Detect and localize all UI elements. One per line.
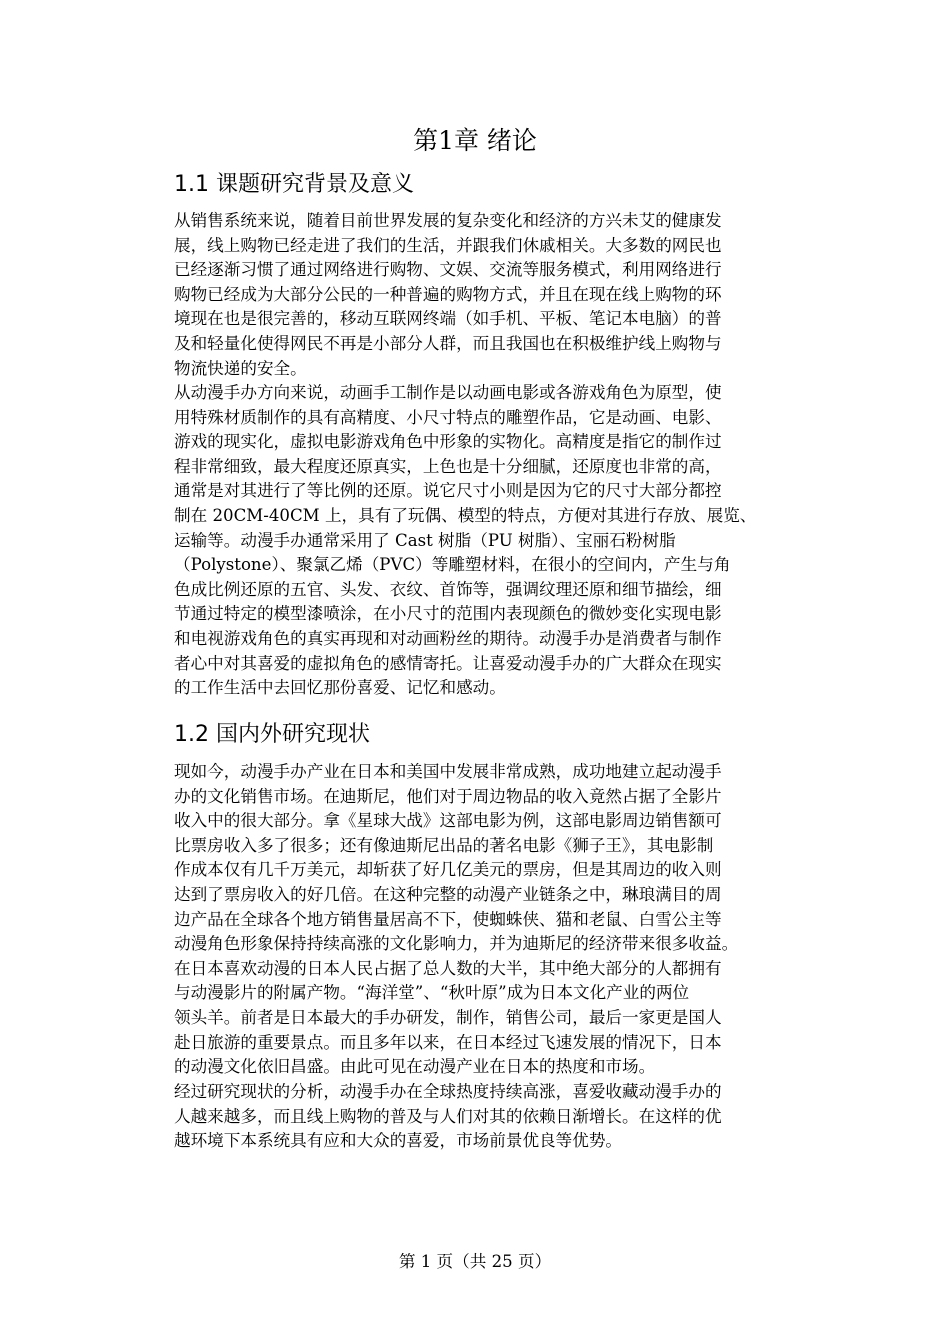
text-line: 节通过特定的模型漆喷涂，在小尺寸的范围内表现颜色的微妙变化实现电影	[174, 604, 722, 624]
text-line: 办的文化销售市场。在迪斯尼，他们对于周边物品的收入竟然占据了全影片	[174, 786, 722, 806]
text-line: 色成比例还原的五官、头发、衣纹、首饰等，强调纹理还原和细节描绘，细	[174, 579, 722, 599]
text-line: 已经逐渐习惯了通过网络进行购物、文娱、交流等服务模式，利用网络进行	[174, 260, 722, 280]
text-line: 及和轻量化使得网民不再是小部分人群，而且我国也在积极维护线上购物与	[174, 333, 722, 353]
text-line: 在日本喜欢动漫的日本人民占据了总人数的大半，其中绝大部分的人都拥有	[174, 958, 722, 978]
text-line: 领头羊。前者是日本最大的手办研发，制作，销售公司，最后一家更是国人	[174, 1007, 722, 1027]
text-line: 比票房收入多了很多；还有像迪斯尼出品的著名电影《狮子王》，其电影制	[174, 835, 714, 855]
text-line: 者心中对其喜爱的虚拟角色的感情寄托。让喜爱动漫手办的广大群众在现实	[174, 653, 722, 673]
section-1-1-paragraph-1	[174, 209, 824, 381]
text-line: 达到了票房收入的好几倍。在这种完整的动漫产业链条之中，琳琅满目的周	[174, 884, 722, 904]
section-1-2-paragraph-1	[174, 760, 824, 1080]
chapter-title: 第1章 绪论	[413, 126, 537, 155]
text-line: 赴日旅游的重要景点。而且多年以来，在日本经过飞速发展的情况下，日本	[174, 1032, 722, 1052]
text-line: 与动漫影片的附属产物。“海洋堂”、“秋叶原”成为日本文化产业的两位	[174, 983, 690, 1003]
text-line: 的动漫文化依旧昌盛。由此可见在动漫产业在日本的热度和市场。	[174, 1057, 656, 1077]
text-line: 通常是对其进行了等比例的还原。说它尺寸小则是因为它的尺寸大部分都控	[174, 481, 722, 501]
text-line: 和电视游戏角色的真实再现和对动画粉丝的期待。动漫手办是消费者与制作	[174, 628, 722, 648]
text-line: 制在 20CM-40CM 上，具有了玩偶、模型的特点，方便对其进行存放、展览、	[174, 505, 757, 525]
text-line: 动漫角色形象保持持续高涨的文化影响力，并为迪斯尼的经济带来很多收益。	[174, 934, 739, 954]
text-line: 经过研究现状的分析，动漫手办在全球热度持续高涨，喜爱收藏动漫手办的	[174, 1082, 722, 1101]
text-line: 人越来越多，而且线上购物的普及与人们对其的依赖日渐增长。在这样的优	[174, 1106, 722, 1126]
text-line: 从动漫手办方向来说，动画手工制作是以动画电影或各游戏角色为原型，使	[174, 383, 722, 402]
text-line: 收入中的很大部分。拿《星球大战》这部电影为例，这部电影周边销售额可	[174, 811, 722, 831]
text-line: 运输等。动漫手办通常采用了 Cast 树脂（PU 树脂）、宝丽石粉树脂	[174, 530, 676, 550]
text-line: 的工作生活中去回忆那份喜爱、记忆和感动。	[174, 678, 506, 698]
text-line: 物流快递的安全。	[174, 358, 307, 378]
text-line: 程非常细致，最大程度还原真实，上色也是十分细腻，还原度也非常的高，	[174, 456, 722, 476]
text-line: 购物已经成为大部分公民的一种普遍的购物方式，并且在现在线上购物的环	[174, 284, 722, 304]
section-1-2-paragraph-2	[174, 1080, 824, 1154]
text-line: （Polystone）、聚氯乙烯（PVC）等雕塑材料，在很小的空间内，产生与角	[174, 555, 731, 575]
text-line: 现如今，动漫手办产业在日本和美国中发展非常成熟，成功地建立起动漫手	[174, 762, 722, 781]
text-line: 境现在也是很完善的，移动互联网终端（如手机、平板、笔记本电脑）的普	[174, 309, 722, 329]
section-heading-1-2: 1.2 国内外研究现状	[174, 722, 370, 747]
text-line: 从销售系统来说，随着目前世界发展的复杂变化和经济的方兴未艾的健康发	[174, 211, 722, 230]
text-line: 越环境下本系统具有应和大众的喜爱，市场前景优良等优势。	[174, 1131, 623, 1151]
section-1-1-paragraph-2	[174, 381, 824, 701]
page-number-footer: 第 1 页（共 25 页）	[398, 1252, 552, 1271]
text-line: 游戏的现实化，虚拟电影游戏角色中形象的实物化。高精度是指它的制作过	[174, 432, 722, 452]
text-line: 用特殊材质制作的具有高精度、小尺寸特点的雕塑作品，它是动画、电影、	[174, 407, 722, 427]
section-heading-1-1: 1.1 课题研究背景及意义	[174, 172, 414, 197]
text-line: 边产品在全球各个地方销售量居高不下，使蜘蛛侠、猫和老鼠、白雪公主等	[174, 909, 722, 929]
text-line: 展，线上购物已经走进了我们的生活，并跟我们休戚相关。大多数的网民也	[174, 235, 722, 255]
text-line: 作成本仅有几千万美元，却斩获了好几亿美元的票房，但是其周边的收入则	[174, 860, 722, 880]
